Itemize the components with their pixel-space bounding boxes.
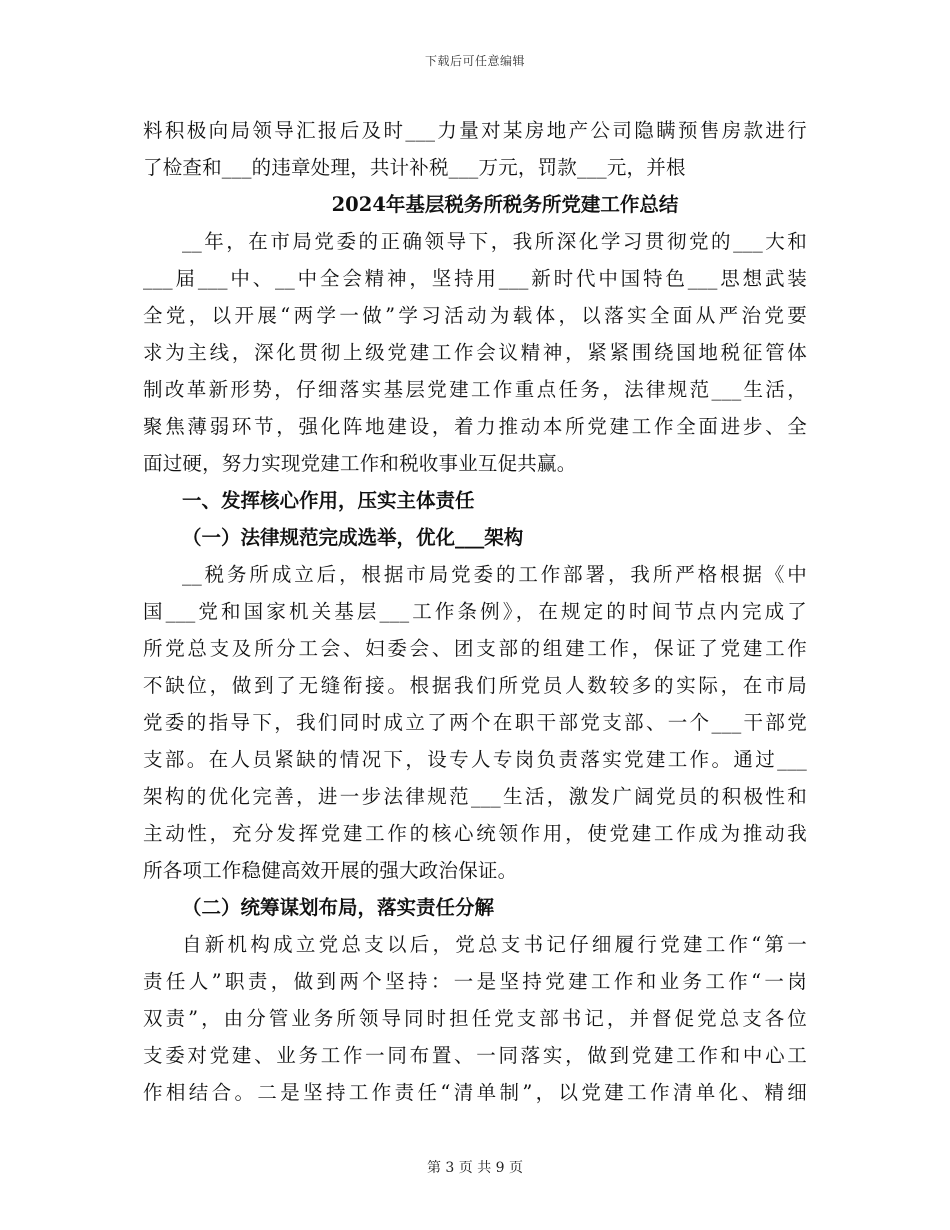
sub1-line: 支部。在人员紧缺的情况下，设专人专岗负责落实党建工作。通过___ [143, 748, 807, 771]
intro-line: 求为主线，深化贯彻上级党建工作会议精神，紧紧围绕国地税征管体 [143, 341, 807, 364]
sub2-line: 支委对党建、业务工作一同布置、一同落实，做到党建工作和中心工 [143, 1044, 807, 1067]
sub2-line: 自新机构成立党总支以后，党总支书记仔细履行党建工作“第一 [182, 933, 807, 956]
page-number: 第 3 页 共 9 页 [426, 1160, 524, 1176]
prev-para-line: 料积极向局领导汇报后及时___力量对某房地产公司隐瞒预售房款进行 [143, 119, 807, 142]
sub1-line: 国___党和国家机关基层___工作条例》，在规定的时间节点内完成了 [143, 600, 807, 623]
sub1-line: 党委的指导下，我们同时成立了两个在职干部党支部、一个___干部党 [143, 711, 807, 734]
sub2-line: 双责”，由分管业务所领导同时担任党支部书记，并督促党总支各位 [143, 1007, 807, 1030]
sub1-line: 架构的优化完善，进一步法律规范___生活，激发广阔党员的积极性和 [143, 785, 807, 808]
intro-line: 聚焦薄弱环节，强化阵地建设，着力推动本所党建工作全面进步、全 [143, 415, 807, 438]
section-heading: 一、发挥核心作用，压实主体责任 [182, 489, 475, 512]
intro-line: 制改革新形势，仔细落实基层党建工作重点任务，法律规范___生活， [143, 378, 807, 401]
subsection-heading: （二）统筹谋划布局，落实责任分解 [182, 896, 495, 919]
sub2-line: 作相结合。二是坚持工作责任“清单制”，以党建工作清单化、精细 [143, 1081, 807, 1104]
subsection-heading: （一）法律规范完成选举，优化___架构 [182, 526, 524, 549]
intro-line: 面过硬，努力实现党建工作和税收事业互促共赢。 [143, 452, 577, 475]
page-header-note: 下载后可任意编辑 [424, 54, 525, 68]
document-body [143, 112, 807, 1111]
intro-line: ___届___中、__中全会精神，坚持用___新时代中国特色___思想武装 [143, 267, 807, 290]
sub1-line: __税务所成立后，根据市局党委的工作部署，我所严格根据《中 [182, 563, 807, 586]
intro-line: __年，在市局党委的正确领导下，我所深化学习贯彻党的___大和 [182, 230, 807, 253]
document-title: 2024年基层税务所税务所党建工作总结 [331, 193, 679, 216]
sub1-line: 所各项工作稳健高效开展的强大政治保证。 [143, 859, 518, 882]
sub1-line: 主动性，充分发挥党建工作的核心统领作用，使党建工作成为推动我 [143, 822, 807, 845]
prev-para-line: 了检查和___的违章处理，共计补税___万元，罚款___元，并根 [143, 156, 686, 179]
sub1-line: 不缺位，做到了无缝衔接。根据我们所党员人数较多的实际，在市局 [143, 674, 807, 697]
sub1-line: 所党总支及所分工会、妇委会、团支部的组建工作，保证了党建工作 [143, 637, 807, 660]
intro-line: 全党，以开展“两学一做”学习活动为载体，以落实全面从严治党要 [143, 304, 807, 327]
sub2-line: 责任人”职责，做到两个坚持：一是坚持党建工作和业务工作“一岗 [143, 970, 807, 993]
